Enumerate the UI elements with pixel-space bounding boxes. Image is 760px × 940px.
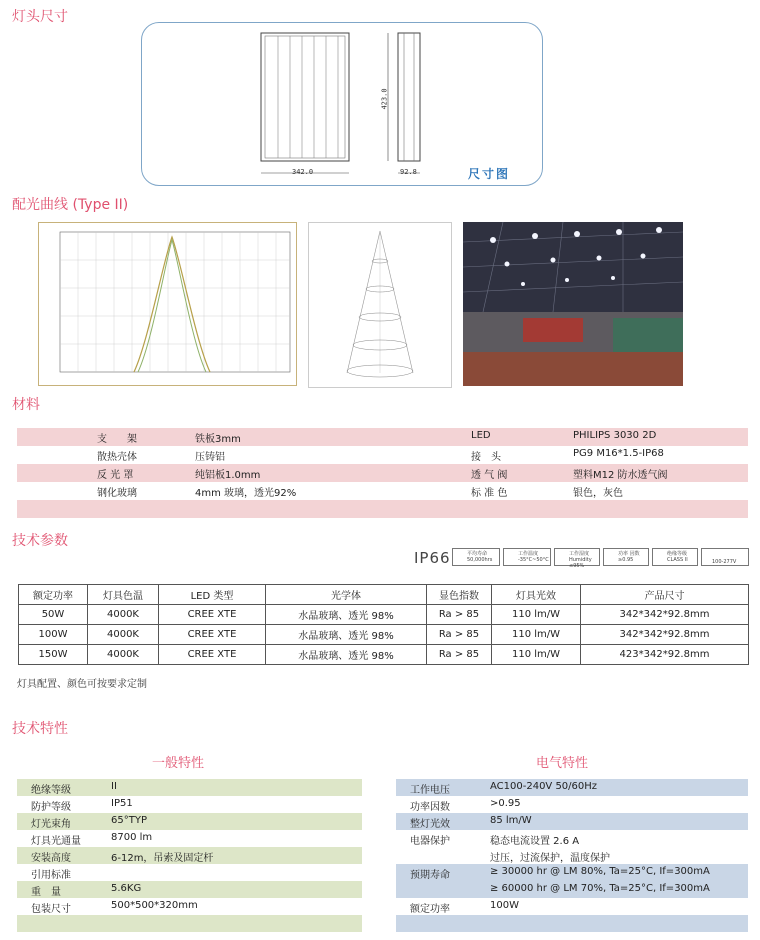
electrical-row xyxy=(396,779,748,796)
material-value: PG9 M16*1.5-IP68 xyxy=(573,448,664,459)
electrical-row xyxy=(396,898,748,915)
material-key: 钢化玻璃 xyxy=(97,488,137,499)
dimension-caption: 尺寸图 xyxy=(468,167,511,181)
material-row xyxy=(17,428,748,446)
electrical-value: 过压，过流保护，温度保护 xyxy=(490,853,610,864)
column-header: 显色指数 xyxy=(427,585,492,605)
table-cell: 50W xyxy=(19,605,88,625)
table-cell: 342*342*92.8mm xyxy=(581,605,749,625)
column-header: 灯具光效 xyxy=(492,585,581,605)
material-key: 散热壳体 xyxy=(97,452,137,463)
humidity-icon: 工作湿度 Humidity ≤95% xyxy=(554,548,600,566)
electrical-key: 电器保护 xyxy=(410,836,450,847)
general-key: 引用标准 xyxy=(31,870,71,881)
electrical-value: AC100-240V 50/60Hz xyxy=(490,781,598,792)
material-row xyxy=(17,464,748,482)
general-row xyxy=(17,898,362,915)
electrical-features-title: 电气特性 xyxy=(536,756,589,771)
electrical-row xyxy=(396,813,748,830)
material-value: 4mm 玻璃，透光92% xyxy=(195,488,297,499)
general-value: 5.6KG xyxy=(111,883,142,894)
table-cell: 水晶玻璃、透光 98% xyxy=(266,605,427,625)
general-row xyxy=(17,881,362,898)
table-cell: 150W xyxy=(19,645,88,665)
general-key: 重 量 xyxy=(31,887,61,898)
material-value: 铁板3mm xyxy=(195,434,241,445)
material-key: 标 准 色 xyxy=(471,488,508,499)
material-value: 压铸铝 xyxy=(195,452,225,463)
electrical-key: 功率因数 xyxy=(410,802,450,813)
table-cell: 110 lm/W xyxy=(492,625,581,645)
customization-note: 灯具配置、颜色可按要求定制 xyxy=(17,679,147,690)
tech-params-table xyxy=(18,584,749,665)
general-row xyxy=(17,830,362,847)
electrical-row xyxy=(396,881,748,898)
width-dimension-label: 342.0 xyxy=(292,168,314,176)
general-row xyxy=(17,813,362,830)
material-row xyxy=(17,446,748,464)
electrical-row xyxy=(396,864,748,881)
electrical-value: 稳态电流设置 2.6 A xyxy=(490,836,580,847)
general-row xyxy=(17,847,362,864)
voltage-icon: 100-277V xyxy=(701,548,749,566)
electrical-row xyxy=(396,847,748,864)
general-row xyxy=(17,779,362,796)
general-row xyxy=(17,864,362,881)
table-cell: 4000K xyxy=(88,625,159,645)
electrical-key: 额定功率 xyxy=(410,904,450,915)
general-value: 8700 lm xyxy=(111,832,153,843)
section-title-materials: 材料 xyxy=(12,397,40,413)
temperature-icon: 工作温度 -35°C~50°C xyxy=(503,548,551,566)
gym-photo-svg xyxy=(463,222,683,386)
electrical-value: >0.95 xyxy=(490,798,521,809)
table-cell: 110 lm/W xyxy=(492,605,581,625)
general-key: 灯具光通量 xyxy=(31,836,81,847)
power-factor-icon: 功率 因数 ≥0.95 xyxy=(603,548,649,566)
electrical-value: 85 lm/W xyxy=(490,815,532,826)
general-value: IP51 xyxy=(111,798,133,809)
electrical-value: ≥ 60000 hr @ LM 70%, Ta=25°C, If=300mA xyxy=(490,883,710,894)
electrical-value: 100W xyxy=(490,900,519,911)
lifetime-icon: 平均寿命 50,000hrs xyxy=(452,548,500,566)
material-key: 接 头 xyxy=(471,452,501,463)
table-cell: CREE XTE xyxy=(159,605,266,625)
ip-rating-label: IP66 xyxy=(414,549,451,567)
electrical-key: 整灯光效 xyxy=(410,819,450,830)
table-cell: 水晶玻璃、透光 98% xyxy=(266,645,427,665)
table-row xyxy=(19,645,749,665)
table-row xyxy=(19,625,749,645)
general-key: 防护等级 xyxy=(31,802,71,813)
table-cell: CREE XTE xyxy=(159,625,266,645)
general-key: 灯光束角 xyxy=(31,819,71,830)
general-features-title: 一般特性 xyxy=(152,756,205,771)
section-title-tech-features: 技术特性 xyxy=(12,721,68,737)
general-value: 6-12m，吊索及固定杆 xyxy=(111,853,214,864)
dimension-drawing xyxy=(141,22,543,186)
table-cell: 100W xyxy=(19,625,88,645)
table-cell: Ra > 85 xyxy=(427,625,492,645)
table-cell: 342*342*92.8mm xyxy=(581,625,749,645)
material-value: 银色，灰色 xyxy=(573,488,623,499)
column-header: LED 类型 xyxy=(159,585,266,605)
electrical-row xyxy=(396,796,748,813)
section-title-light-curve: 配光曲线 (Type II) xyxy=(12,197,129,213)
height-dimension-label: 423.0 xyxy=(380,88,389,110)
table-cell: Ra > 85 xyxy=(427,605,492,625)
electrical-row xyxy=(396,830,748,847)
material-value: 纯铝板1.0mm xyxy=(195,470,261,481)
material-row xyxy=(17,482,748,500)
general-value: 500*500*320mm xyxy=(111,900,198,911)
table-cell: 110 lm/W xyxy=(492,645,581,665)
electrical-key: 预期寿命 xyxy=(410,870,450,881)
cone-illuminance-diagram xyxy=(308,222,452,388)
cone-svg xyxy=(309,223,451,387)
column-header: 光学体 xyxy=(266,585,427,605)
column-header: 产品尺寸 xyxy=(581,585,749,605)
insulation-class-icon: 绝缘等级 CLASS II xyxy=(652,548,698,566)
table-row xyxy=(19,605,749,625)
material-key: 支 架 xyxy=(97,434,137,445)
material-value: PHILIPS 3030 2D xyxy=(573,430,657,441)
electrical-row-empty xyxy=(396,915,748,932)
general-key: 绝缘等级 xyxy=(31,785,71,796)
column-header: 额定功率 xyxy=(19,585,88,605)
material-key: 反 光 罩 xyxy=(97,470,134,481)
table-header-row xyxy=(19,585,749,605)
gym-installation-photo xyxy=(463,222,683,386)
section-title-tech-params: 技术参数 xyxy=(12,533,68,549)
depth-dimension-label: 92.8 xyxy=(400,168,417,176)
electrical-key: 工作电压 xyxy=(410,785,450,796)
general-value: 65°TYP xyxy=(111,815,147,826)
material-key: LED xyxy=(471,430,491,441)
general-key: 安装高度 xyxy=(31,853,71,864)
table-cell: 水晶玻璃、透光 98% xyxy=(266,625,427,645)
general-row xyxy=(17,796,362,813)
section-title-dimensions: 灯头尺寸 xyxy=(12,9,68,25)
electrical-value: ≥ 30000 hr @ LM 80%, Ta=25°C, If=300mA xyxy=(490,866,710,877)
column-header: 灯具色温 xyxy=(88,585,159,605)
general-key: 包装尺寸 xyxy=(31,904,71,915)
general-row-empty xyxy=(17,915,362,932)
general-value: II xyxy=(111,781,117,792)
dimension-svg xyxy=(142,23,542,185)
table-cell: 423*342*92.8mm xyxy=(581,645,749,665)
table-cell: CREE XTE xyxy=(159,645,266,665)
material-key: 透 气 阀 xyxy=(471,470,508,481)
table-cell: Ra > 85 xyxy=(427,645,492,665)
polar-light-curve-chart xyxy=(38,222,297,386)
table-cell: 4000K xyxy=(88,645,159,665)
material-value: 塑料M12 防水透气阀 xyxy=(573,470,668,481)
table-cell: 4000K xyxy=(88,605,159,625)
material-row-empty xyxy=(17,500,748,518)
light-curve-svg xyxy=(38,222,297,386)
